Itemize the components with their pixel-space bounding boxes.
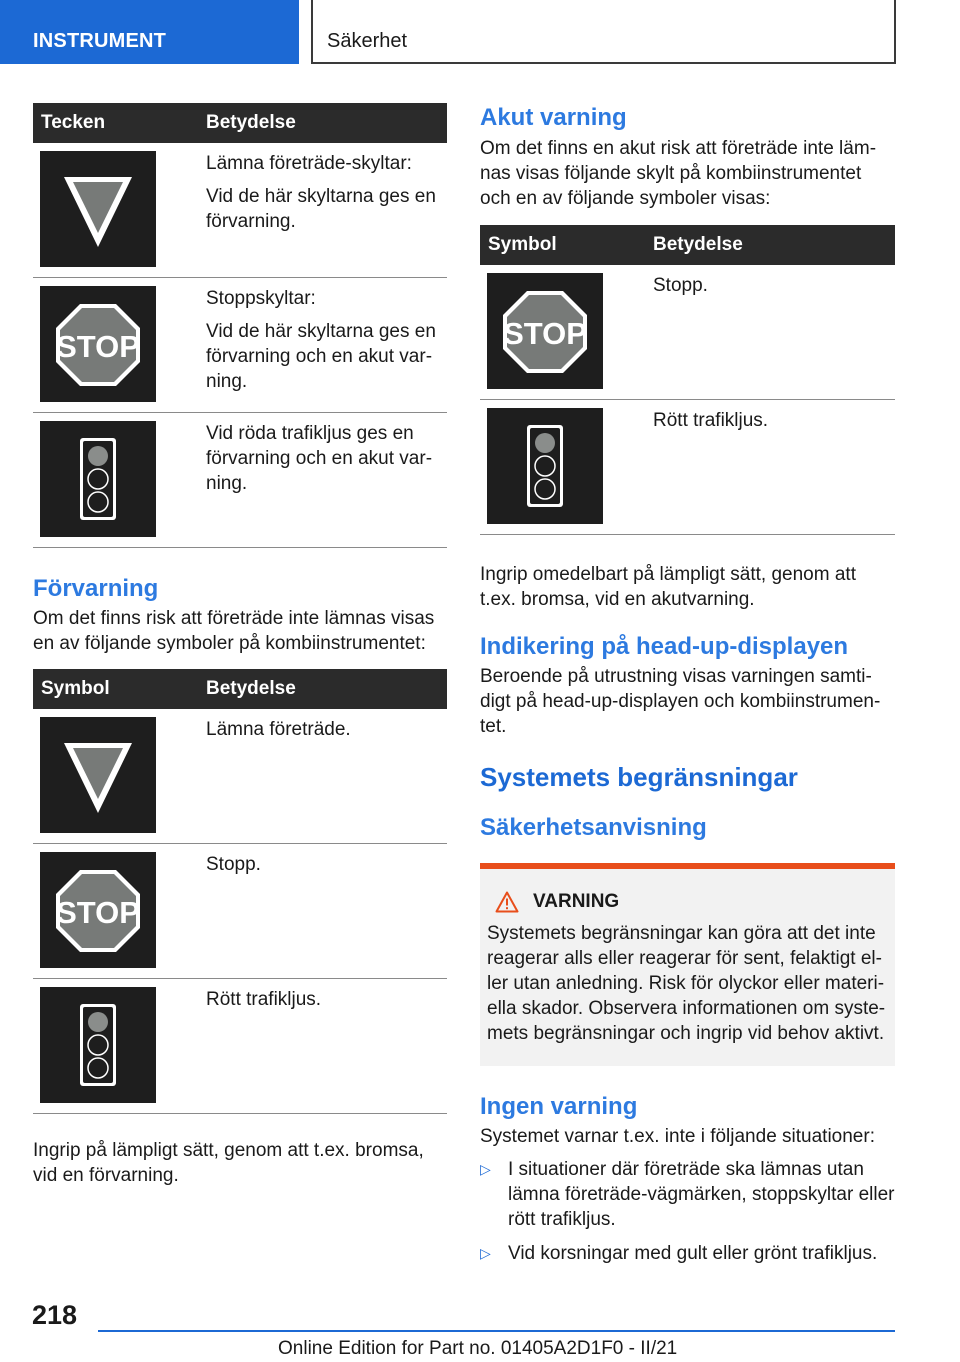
forvarning-table	[33, 669, 447, 1114]
heading-hud: Indikering på head-up-displayen	[480, 633, 849, 660]
row-text: Lämna företräde-skyltar:	[206, 153, 412, 174]
table-row	[33, 278, 447, 413]
table-header-sign: Tecken	[33, 103, 196, 143]
heading-forvarning: Förvarning	[33, 575, 159, 602]
row-text: Vid de här skyltarna ges en förvarning.	[206, 186, 436, 232]
forvarning-intro: Om det finns risk att företräde inte lämnas visas en av följande symboler på kombiinstrumentet:	[33, 608, 435, 654]
table-row	[33, 413, 447, 548]
footer-edition: Online Edition for Part no. 01405A2D1F0 - II/21	[278, 1338, 678, 1359]
warning-triangle-icon	[495, 891, 519, 913]
traffic-light-icon	[487, 408, 603, 524]
table-header-meaning: Betydelse	[643, 225, 895, 265]
table-header-meaning: Betydelse	[196, 669, 447, 709]
bullet-triangle-icon: ▷	[480, 1161, 491, 1177]
yield-sign-icon	[40, 151, 156, 267]
table-row	[480, 400, 895, 535]
list-item: ▷ Vid korsningar med gult eller grönt trafikljus.	[480, 1243, 878, 1264]
row-text: Stoppskyltar:	[206, 288, 316, 309]
heading-akut-varning: Akut varning	[480, 104, 627, 131]
stop-sign-icon	[40, 852, 156, 968]
page-number: 218	[32, 1300, 78, 1330]
row-text: Stopp.	[206, 854, 261, 875]
warning-label: VARNING	[533, 891, 620, 912]
warning-text: Systemets begränsningar kan göra att det inte reagerar alls eller reagerar för sent, felaktigt eller utan anledning. Risk för olyckor eller materiella skador. Observera informationen om systemets begränsningar och ingrip vid behov aktivt.	[487, 923, 886, 1044]
table-row	[33, 709, 447, 844]
akut-outro: Ingrip omedelbart på lämpligt sätt, genom att t.ex. bromsa, vid en akutvarning.	[480, 564, 856, 610]
row-text: Vid röda trafikljus ges en förvarning och en akut varning.	[206, 423, 433, 494]
akut-table	[480, 225, 895, 535]
traffic-light-icon	[40, 421, 156, 537]
list-item: ▷ I situationer där företräde ska lämnas utan lämna företräde-vägmärken, stoppskyltar eller rött trafikljus.	[480, 1159, 895, 1230]
akut-intro: Om det finns en akut risk att företräde inte lämnas visas följande skylt på kombiinstrumentet och en av följande symboler visas:	[480, 138, 877, 209]
header-section-tab: INSTRUMENT	[0, 0, 299, 64]
table-row	[33, 143, 447, 278]
table-header-symbol: Symbol	[480, 225, 643, 265]
heading-no-warning: Ingen varning	[480, 1093, 638, 1120]
row-text: Rött trafikljus.	[206, 989, 322, 1010]
row-text: Vid de här skyltarna ges en förvarning och en akut varning.	[206, 321, 436, 392]
bullet-triangle-icon: ▷	[480, 1245, 491, 1261]
traffic-light-icon	[40, 987, 156, 1103]
signs-table	[33, 103, 447, 548]
table-header-meaning: Betydelse	[196, 103, 447, 143]
row-text: Rött trafikljus.	[653, 410, 769, 431]
left-column	[33, 103, 447, 1188]
yield-sign-icon	[40, 717, 156, 833]
header-page-title: Säkerhet	[311, 0, 896, 64]
footer-rule	[98, 1330, 895, 1332]
hud-text: Beroende på utrustning visas varningen samtidigt på head-up-displayen och kombiinstrumentet.	[480, 666, 881, 737]
row-text: Stopp.	[653, 275, 708, 296]
table-row	[480, 265, 895, 400]
forvarning-outro: Ingrip på lämpligt sätt, genom att t.ex. bromsa, vid en förvarning.	[33, 1140, 424, 1186]
stop-sign-icon	[487, 273, 603, 389]
warning-box	[480, 863, 895, 1066]
heading-safety-note: Säkerhetsanvisning	[480, 814, 707, 841]
no-warning-list	[480, 1157, 895, 1266]
right-column	[480, 103, 895, 1266]
no-warning-intro: Systemet varnar t.ex. inte i följande situationer:	[480, 1126, 875, 1147]
heading-system-limits: Systemets begränsningar	[480, 762, 798, 792]
table-header-symbol: Symbol	[33, 669, 196, 709]
stop-sign-icon	[40, 286, 156, 402]
row-text: Lämna företräde.	[206, 719, 351, 740]
table-row	[33, 844, 447, 979]
table-row	[33, 979, 447, 1114]
